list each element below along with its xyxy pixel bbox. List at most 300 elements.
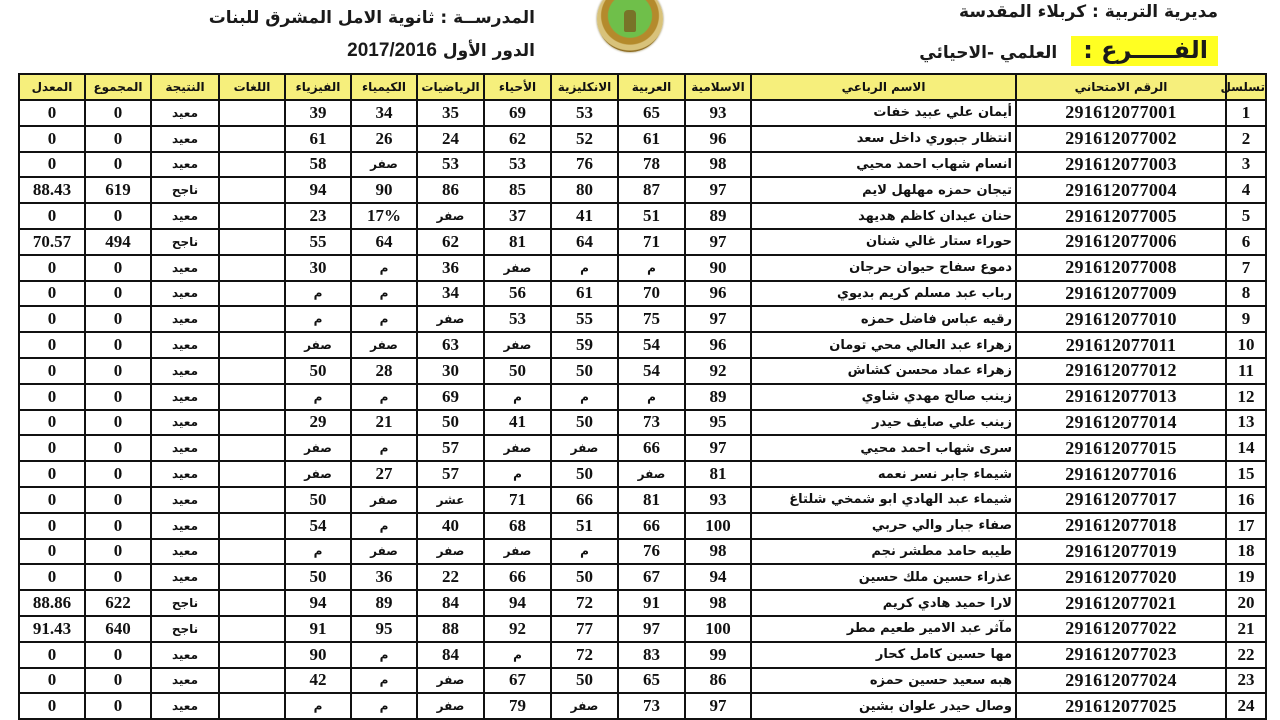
physics-cell: 50 bbox=[285, 358, 351, 384]
serial-cell: 11 bbox=[1226, 358, 1266, 384]
biology-cell: 56 bbox=[484, 281, 551, 307]
physics-cell: م bbox=[285, 539, 351, 565]
exam-number-cell: 291612077017 bbox=[1016, 487, 1226, 513]
col-full-name-header: الاسم الرباعي bbox=[751, 74, 1016, 100]
result-cell: معيد bbox=[151, 306, 219, 332]
math-cell: 84 bbox=[417, 590, 484, 616]
arabic-cell: 66 bbox=[618, 513, 685, 539]
table-row bbox=[19, 255, 1266, 281]
full-name-cell: زهراء عبد العالي محي تومان bbox=[751, 332, 1016, 358]
math-cell: صفر bbox=[417, 693, 484, 719]
school-name: المدرســة : ثانوية الامل المشرق للبنات bbox=[208, 8, 535, 28]
arabic-cell: 54 bbox=[618, 358, 685, 384]
col-serial-header: تسلسل bbox=[1226, 74, 1266, 100]
math-cell: صفر bbox=[417, 668, 484, 694]
table-row bbox=[19, 642, 1266, 668]
biology-cell: 92 bbox=[484, 616, 551, 642]
english-cell: 51 bbox=[551, 513, 618, 539]
islamic-cell: 96 bbox=[685, 332, 751, 358]
languages-cell bbox=[219, 306, 285, 332]
physics-cell: 58 bbox=[285, 152, 351, 178]
languages-cell bbox=[219, 152, 285, 178]
serial-cell: 5 bbox=[1226, 203, 1266, 229]
total-cell: 0 bbox=[85, 332, 151, 358]
languages-cell bbox=[219, 590, 285, 616]
english-cell: 72 bbox=[551, 590, 618, 616]
table-row bbox=[19, 616, 1266, 642]
arabic-cell: 91 bbox=[618, 590, 685, 616]
chemistry-cell: م bbox=[351, 513, 417, 539]
result-cell: معيد bbox=[151, 332, 219, 358]
average-cell: 0 bbox=[19, 693, 85, 719]
average-cell: 0 bbox=[19, 668, 85, 694]
average-cell: 0 bbox=[19, 564, 85, 590]
math-cell: 86 bbox=[417, 177, 484, 203]
average-cell: 0 bbox=[19, 203, 85, 229]
total-cell: 0 bbox=[85, 487, 151, 513]
result-cell: معيد bbox=[151, 539, 219, 565]
result-cell: معيد bbox=[151, 152, 219, 178]
exam-number-cell: 291612077002 bbox=[1016, 126, 1226, 152]
full-name-cell: مها حسين كامل كحار bbox=[751, 642, 1016, 668]
average-cell: 0 bbox=[19, 255, 85, 281]
math-cell: 36 bbox=[417, 255, 484, 281]
islamic-cell: 96 bbox=[685, 281, 751, 307]
physics-cell: 94 bbox=[285, 590, 351, 616]
math-cell: 57 bbox=[417, 435, 484, 461]
result-cell: معيد bbox=[151, 100, 219, 126]
math-cell: 30 bbox=[417, 358, 484, 384]
islamic-cell: 98 bbox=[685, 590, 751, 616]
physics-cell: 55 bbox=[285, 229, 351, 255]
col-english-header: الانكليزية bbox=[551, 74, 618, 100]
islamic-cell: 97 bbox=[685, 229, 751, 255]
languages-cell bbox=[219, 693, 285, 719]
biology-cell: م bbox=[484, 384, 551, 410]
math-cell: 63 bbox=[417, 332, 484, 358]
serial-cell: 4 bbox=[1226, 177, 1266, 203]
serial-cell: 8 bbox=[1226, 281, 1266, 307]
table-row bbox=[19, 332, 1266, 358]
result-cell: معيد bbox=[151, 281, 219, 307]
serial-cell: 6 bbox=[1226, 229, 1266, 255]
math-cell: 69 bbox=[417, 384, 484, 410]
full-name-cell: سرى شهاب احمد محيي bbox=[751, 435, 1016, 461]
total-cell: 0 bbox=[85, 126, 151, 152]
total-cell: 640 bbox=[85, 616, 151, 642]
math-cell: 24 bbox=[417, 126, 484, 152]
biology-cell: م bbox=[484, 642, 551, 668]
exam-number-cell: 291612077010 bbox=[1016, 306, 1226, 332]
english-cell: 53 bbox=[551, 100, 618, 126]
result-cell: معيد bbox=[151, 487, 219, 513]
arabic-cell: 73 bbox=[618, 410, 685, 436]
average-cell: 91.43 bbox=[19, 616, 85, 642]
arabic-cell: 65 bbox=[618, 100, 685, 126]
average-cell: 0 bbox=[19, 100, 85, 126]
exam-number-cell: 291612077013 bbox=[1016, 384, 1226, 410]
serial-cell: 18 bbox=[1226, 539, 1266, 565]
full-name-cell: زهراء عماد محسن كشاش bbox=[751, 358, 1016, 384]
chemistry-cell: م bbox=[351, 306, 417, 332]
average-cell: 0 bbox=[19, 539, 85, 565]
col-result-header: النتيجة bbox=[151, 74, 219, 100]
table-row bbox=[19, 177, 1266, 203]
table-row bbox=[19, 203, 1266, 229]
total-cell: 0 bbox=[85, 693, 151, 719]
chemistry-cell: م bbox=[351, 281, 417, 307]
result-cell: معيد bbox=[151, 513, 219, 539]
islamic-cell: 98 bbox=[685, 539, 751, 565]
total-cell: 0 bbox=[85, 203, 151, 229]
table-row bbox=[19, 410, 1266, 436]
total-cell: 0 bbox=[85, 281, 151, 307]
arabic-cell: 54 bbox=[618, 332, 685, 358]
exam-number-cell: 291612077020 bbox=[1016, 564, 1226, 590]
islamic-cell: 99 bbox=[685, 642, 751, 668]
chemistry-cell: م bbox=[351, 642, 417, 668]
exam-number-cell: 291612077021 bbox=[1016, 590, 1226, 616]
col-exam-number-header: الرقم الامتحاني bbox=[1016, 74, 1226, 100]
exam-number-cell: 291612077025 bbox=[1016, 693, 1226, 719]
math-cell: صفر bbox=[417, 539, 484, 565]
average-cell: 0 bbox=[19, 306, 85, 332]
biology-cell: 94 bbox=[484, 590, 551, 616]
table-row bbox=[19, 100, 1266, 126]
chemistry-cell: صفر bbox=[351, 539, 417, 565]
biology-cell: 53 bbox=[484, 152, 551, 178]
physics-cell: م bbox=[285, 306, 351, 332]
exam-number-cell: 291612077003 bbox=[1016, 152, 1226, 178]
result-cell: معيد bbox=[151, 435, 219, 461]
biology-cell: صفر bbox=[484, 332, 551, 358]
arabic-cell: 76 bbox=[618, 539, 685, 565]
biology-cell: 85 bbox=[484, 177, 551, 203]
total-cell: 0 bbox=[85, 306, 151, 332]
physics-cell: 91 bbox=[285, 616, 351, 642]
islamic-cell: 95 bbox=[685, 410, 751, 436]
english-cell: م bbox=[551, 384, 618, 410]
table-row bbox=[19, 487, 1266, 513]
languages-cell bbox=[219, 461, 285, 487]
exam-number-cell: 291612077023 bbox=[1016, 642, 1226, 668]
math-cell: 62 bbox=[417, 229, 484, 255]
physics-cell: صفر bbox=[285, 435, 351, 461]
col-islamic-header: الاسلامية bbox=[685, 74, 751, 100]
languages-cell bbox=[219, 229, 285, 255]
languages-cell bbox=[219, 255, 285, 281]
serial-cell: 15 bbox=[1226, 461, 1266, 487]
physics-cell: 61 bbox=[285, 126, 351, 152]
col-physics-header: الفيزياء bbox=[285, 74, 351, 100]
physics-cell: 29 bbox=[285, 410, 351, 436]
serial-cell: 14 bbox=[1226, 435, 1266, 461]
english-cell: 55 bbox=[551, 306, 618, 332]
math-cell: 34 bbox=[417, 281, 484, 307]
chemistry-cell: م bbox=[351, 384, 417, 410]
arabic-cell: م bbox=[618, 384, 685, 410]
branch bbox=[919, 36, 1218, 64]
islamic-cell: 97 bbox=[685, 435, 751, 461]
average-cell: 88.86 bbox=[19, 590, 85, 616]
math-cell: 35 bbox=[417, 100, 484, 126]
serial-cell: 10 bbox=[1226, 332, 1266, 358]
arabic-cell: 65 bbox=[618, 668, 685, 694]
table-row bbox=[19, 384, 1266, 410]
chemistry-cell: 64 bbox=[351, 229, 417, 255]
math-cell: 88 bbox=[417, 616, 484, 642]
arabic-cell: 70 bbox=[618, 281, 685, 307]
chemistry-cell: صفر bbox=[351, 332, 417, 358]
chemistry-cell: 21 bbox=[351, 410, 417, 436]
chemistry-cell: 89 bbox=[351, 590, 417, 616]
average-cell: 0 bbox=[19, 513, 85, 539]
islamic-cell: 89 bbox=[685, 203, 751, 229]
biology-cell: 68 bbox=[484, 513, 551, 539]
english-cell: 66 bbox=[551, 487, 618, 513]
biology-cell: صفر bbox=[484, 435, 551, 461]
physics-cell: م bbox=[285, 281, 351, 307]
full-name-cell: طيبه حامد مطشر نجم bbox=[751, 539, 1016, 565]
full-name-cell: أيمان علي عبيد خفات bbox=[751, 100, 1016, 126]
physics-cell: 50 bbox=[285, 564, 351, 590]
average-cell: 0 bbox=[19, 281, 85, 307]
islamic-cell: 89 bbox=[685, 384, 751, 410]
full-name-cell: هبه سعيد حسين حمزه bbox=[751, 668, 1016, 694]
islamic-cell: 94 bbox=[685, 564, 751, 590]
islamic-cell: 96 bbox=[685, 126, 751, 152]
table-row bbox=[19, 435, 1266, 461]
math-cell: صفر bbox=[417, 203, 484, 229]
full-name-cell: انسام شهاب احمد محيي bbox=[751, 152, 1016, 178]
average-cell: 0 bbox=[19, 384, 85, 410]
math-cell: 57 bbox=[417, 461, 484, 487]
average-cell: 0 bbox=[19, 152, 85, 178]
english-cell: 64 bbox=[551, 229, 618, 255]
exam-number-cell: 291612077004 bbox=[1016, 177, 1226, 203]
col-total-header: المجموع bbox=[85, 74, 151, 100]
table-row bbox=[19, 229, 1266, 255]
table-row bbox=[19, 358, 1266, 384]
exam-number-cell: 291612077006 bbox=[1016, 229, 1226, 255]
languages-cell bbox=[219, 616, 285, 642]
serial-cell: 24 bbox=[1226, 693, 1266, 719]
table-header-row bbox=[19, 74, 1266, 100]
round-label: الدور الأول bbox=[442, 41, 535, 61]
col-biology-header: الأحياء bbox=[484, 74, 551, 100]
math-cell: 22 bbox=[417, 564, 484, 590]
table-row bbox=[19, 461, 1266, 487]
biology-cell: 50 bbox=[484, 358, 551, 384]
result-cell: ناجح bbox=[151, 616, 219, 642]
islamic-cell: 100 bbox=[685, 513, 751, 539]
english-cell: 77 bbox=[551, 616, 618, 642]
total-cell: 0 bbox=[85, 384, 151, 410]
physics-cell: 30 bbox=[285, 255, 351, 281]
serial-cell: 1 bbox=[1226, 100, 1266, 126]
arabic-cell: م bbox=[618, 255, 685, 281]
total-cell: 0 bbox=[85, 642, 151, 668]
math-cell: 50 bbox=[417, 410, 484, 436]
biology-cell: صفر bbox=[484, 539, 551, 565]
math-cell: 53 bbox=[417, 152, 484, 178]
languages-cell bbox=[219, 564, 285, 590]
total-cell: 0 bbox=[85, 152, 151, 178]
serial-cell: 19 bbox=[1226, 564, 1266, 590]
table-row bbox=[19, 590, 1266, 616]
emblem-detail bbox=[624, 10, 636, 32]
chemistry-cell: م bbox=[351, 668, 417, 694]
math-cell: 40 bbox=[417, 513, 484, 539]
table-row bbox=[19, 281, 1266, 307]
exam-number-cell: 291612077005 bbox=[1016, 203, 1226, 229]
islamic-cell: 81 bbox=[685, 461, 751, 487]
english-cell: 41 bbox=[551, 203, 618, 229]
exam-number-cell: 291612077011 bbox=[1016, 332, 1226, 358]
total-cell: 0 bbox=[85, 564, 151, 590]
exam-number-cell: 291612077019 bbox=[1016, 539, 1226, 565]
biology-cell: 53 bbox=[484, 306, 551, 332]
table-row bbox=[19, 668, 1266, 694]
chemistry-cell: 36 bbox=[351, 564, 417, 590]
table-row bbox=[19, 126, 1266, 152]
result-cell: معيد bbox=[151, 693, 219, 719]
biology-cell: 69 bbox=[484, 100, 551, 126]
exam-number-cell: 291612077001 bbox=[1016, 100, 1226, 126]
languages-cell bbox=[219, 539, 285, 565]
english-cell: 72 bbox=[551, 642, 618, 668]
math-cell: 84 bbox=[417, 642, 484, 668]
physics-cell: م bbox=[285, 693, 351, 719]
languages-cell bbox=[219, 358, 285, 384]
languages-cell bbox=[219, 435, 285, 461]
islamic-cell: 92 bbox=[685, 358, 751, 384]
arabic-cell: 87 bbox=[618, 177, 685, 203]
result-cell: ناجح bbox=[151, 229, 219, 255]
arabic-cell: 83 bbox=[618, 642, 685, 668]
biology-cell: 67 bbox=[484, 668, 551, 694]
languages-cell bbox=[219, 513, 285, 539]
full-name-cell: لارا حميد هادي كريم bbox=[751, 590, 1016, 616]
biology-cell: 81 bbox=[484, 229, 551, 255]
chemistry-cell: صفر bbox=[351, 487, 417, 513]
math-cell: عشر bbox=[417, 487, 484, 513]
total-cell: 0 bbox=[85, 461, 151, 487]
average-cell: 88.43 bbox=[19, 177, 85, 203]
exam-number-cell: 291612077016 bbox=[1016, 461, 1226, 487]
total-cell: 622 bbox=[85, 590, 151, 616]
result-cell: معيد bbox=[151, 564, 219, 590]
physics-cell: 54 bbox=[285, 513, 351, 539]
result-cell: معيد bbox=[151, 461, 219, 487]
table-row bbox=[19, 539, 1266, 565]
english-cell: 61 bbox=[551, 281, 618, 307]
languages-cell bbox=[219, 126, 285, 152]
average-cell: 0 bbox=[19, 410, 85, 436]
col-math-header: الرياضيات bbox=[417, 74, 484, 100]
total-cell: 0 bbox=[85, 539, 151, 565]
arabic-cell: 66 bbox=[618, 435, 685, 461]
exam-number-cell: 291612077022 bbox=[1016, 616, 1226, 642]
table-row bbox=[19, 693, 1266, 719]
chemistry-cell: م bbox=[351, 255, 417, 281]
languages-cell bbox=[219, 177, 285, 203]
biology-cell: 79 bbox=[484, 693, 551, 719]
total-cell: 0 bbox=[85, 100, 151, 126]
biology-cell: 41 bbox=[484, 410, 551, 436]
serial-cell: 22 bbox=[1226, 642, 1266, 668]
arabic-cell: 75 bbox=[618, 306, 685, 332]
languages-cell bbox=[219, 642, 285, 668]
result-cell: ناجح bbox=[151, 177, 219, 203]
total-cell: 619 bbox=[85, 177, 151, 203]
biology-cell: 37 bbox=[484, 203, 551, 229]
physics-cell: 94 bbox=[285, 177, 351, 203]
full-name-cell: رقيه عباس فاضل حمزه bbox=[751, 306, 1016, 332]
serial-cell: 17 bbox=[1226, 513, 1266, 539]
chemistry-cell: صفر bbox=[351, 152, 417, 178]
islamic-cell: 100 bbox=[685, 616, 751, 642]
average-cell: 0 bbox=[19, 126, 85, 152]
english-cell: صفر bbox=[551, 693, 618, 719]
result-cell: معيد bbox=[151, 642, 219, 668]
english-cell: م bbox=[551, 539, 618, 565]
total-cell: 0 bbox=[85, 255, 151, 281]
islamic-cell: 97 bbox=[685, 306, 751, 332]
result-cell: معيد bbox=[151, 668, 219, 694]
full-name-cell: حوراء ستار غالي شنان bbox=[751, 229, 1016, 255]
average-cell: 0 bbox=[19, 332, 85, 358]
physics-cell: 50 bbox=[285, 487, 351, 513]
languages-cell bbox=[219, 410, 285, 436]
full-name-cell: تيجان حمزه مهلهل لايم bbox=[751, 177, 1016, 203]
total-cell: 0 bbox=[85, 668, 151, 694]
result-cell: معيد bbox=[151, 410, 219, 436]
arabic-cell: 78 bbox=[618, 152, 685, 178]
exam-number-cell: 291612077008 bbox=[1016, 255, 1226, 281]
physics-cell: 23 bbox=[285, 203, 351, 229]
average-cell: 0 bbox=[19, 435, 85, 461]
islamic-cell: 93 bbox=[685, 100, 751, 126]
full-name-cell: انتظار جبوري داخل سعد bbox=[751, 126, 1016, 152]
table-row bbox=[19, 513, 1266, 539]
exam-round bbox=[347, 40, 535, 62]
arabic-cell: 51 bbox=[618, 203, 685, 229]
chemistry-cell: 28 bbox=[351, 358, 417, 384]
languages-cell bbox=[219, 281, 285, 307]
chemistry-cell: 90 bbox=[351, 177, 417, 203]
ministry-emblem-icon bbox=[597, 0, 663, 52]
physics-cell: م bbox=[285, 384, 351, 410]
full-name-cell: زينب صالح مهدي شاوي bbox=[751, 384, 1016, 410]
col-chemistry-header: الكيمياء bbox=[351, 74, 417, 100]
academic-year: 2017/2016 bbox=[347, 40, 437, 61]
col-languages-header: اللغات bbox=[219, 74, 285, 100]
total-cell: 0 bbox=[85, 435, 151, 461]
average-cell: 0 bbox=[19, 487, 85, 513]
languages-cell bbox=[219, 384, 285, 410]
arabic-cell: صفر bbox=[618, 461, 685, 487]
chemistry-cell: م bbox=[351, 693, 417, 719]
average-cell: 0 bbox=[19, 642, 85, 668]
result-cell: معيد bbox=[151, 126, 219, 152]
grades-table bbox=[18, 73, 1267, 720]
islamic-cell: 93 bbox=[685, 487, 751, 513]
english-cell: 76 bbox=[551, 152, 618, 178]
english-cell: 50 bbox=[551, 461, 618, 487]
serial-cell: 2 bbox=[1226, 126, 1266, 152]
islamic-cell: 98 bbox=[685, 152, 751, 178]
